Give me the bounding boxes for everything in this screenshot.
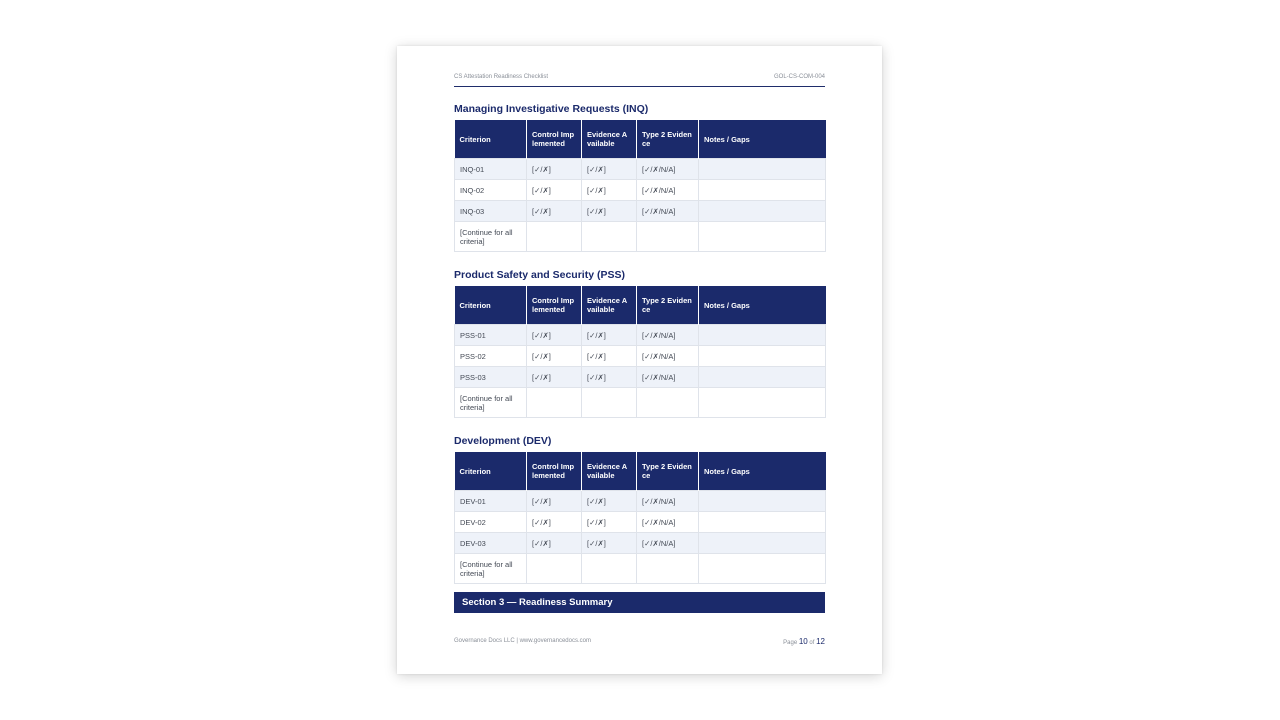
cell-criterion: PSS-03 [455,367,527,388]
footer-page-of: of [809,640,815,646]
cell-evidence: [✓/✗] [582,325,637,346]
criteria-table-dev [454,452,826,584]
cell-criterion: DEV-01 [455,491,527,512]
footer-page-prefix: Page [783,640,798,646]
running-footer [454,637,825,649]
section-title-inq: Managing Investigative Requests (INQ) [454,103,649,115]
table-row [455,367,826,388]
table-row [455,346,826,367]
cell-evidence: [✓/✗] [582,346,637,367]
cell-empty [637,388,699,418]
criteria-table-inq [454,120,826,252]
cell-empty [527,388,582,418]
cell-notes [699,491,826,512]
footer-company: Governance Docs LLC | www.governancedocs.com [454,638,591,644]
cell-notes [699,159,826,180]
table-row-continue [455,554,826,584]
col-header-control-implemented: Control Implemented [527,120,582,159]
cell-criterion: PSS-01 [455,325,527,346]
cell-empty [699,222,826,252]
document-page [397,46,882,674]
cell-control: [✓/✗] [527,180,582,201]
col-header-type2-evidence: Type 2 Evidence [637,452,699,491]
cell-type2: [✓/✗/N/A] [637,201,699,222]
cell-control: [✓/✗] [527,491,582,512]
col-header-criterion: Criterion [455,452,527,491]
cell-type2: [✓/✗/N/A] [637,533,699,554]
table-row [455,325,826,346]
cell-evidence: [✓/✗] [582,159,637,180]
col-header-notes-gaps: Notes / Gaps [699,452,826,491]
cell-evidence: [✓/✗] [582,201,637,222]
cell-type2: [✓/✗/N/A] [637,325,699,346]
col-header-type2-evidence: Type 2 Evidence [637,120,699,159]
table-row [455,180,826,201]
footer-page-current: 10 [798,637,808,646]
col-header-type2-evidence: Type 2 Evidence [637,286,699,325]
cell-continue-label: [Continue for all criteria] [455,222,527,252]
cell-criterion: INQ-02 [455,180,527,201]
cell-empty [699,388,826,418]
cell-empty [637,554,699,584]
footer-page-indicator [783,637,825,646]
cell-type2: [✓/✗/N/A] [637,367,699,388]
criteria-table-pss [454,286,826,418]
cell-evidence: [✓/✗] [582,533,637,554]
cell-control: [✓/✗] [527,159,582,180]
cell-notes [699,325,826,346]
cell-type2: [✓/✗/N/A] [637,346,699,367]
cell-notes [699,180,826,201]
col-header-evidence-available: Evidence Available [582,286,637,325]
table-row-continue [455,222,826,252]
cell-control: [✓/✗] [527,533,582,554]
col-header-criterion: Criterion [455,120,527,159]
header-doc-code: GOL-CS-COM-004 [773,74,825,80]
section-banner-readiness-summary: Section 3 — Readiness Summary [454,592,825,613]
table-row [455,533,826,554]
table-row [455,512,826,533]
col-header-notes-gaps: Notes / Gaps [699,286,826,325]
cell-criterion: DEV-02 [455,512,527,533]
cell-empty [699,554,826,584]
cell-evidence: [✓/✗] [582,367,637,388]
cell-type2: [✓/✗/N/A] [637,159,699,180]
cell-continue-label: [Continue for all criteria] [455,554,527,584]
cell-empty [637,222,699,252]
cell-criterion: INQ-03 [455,201,527,222]
cell-type2: [✓/✗/N/A] [637,491,699,512]
cell-empty [527,554,582,584]
cell-empty [582,554,637,584]
cell-control: [✓/✗] [527,512,582,533]
cell-notes [699,367,826,388]
table-row [455,159,826,180]
footer-page-total: 12 [816,637,825,646]
col-header-evidence-available: Evidence Available [582,120,637,159]
cell-notes [699,512,826,533]
col-header-criterion: Criterion [455,286,527,325]
section-title-dev: Development (DEV) [454,435,552,447]
cell-control: [✓/✗] [527,346,582,367]
cell-criterion: DEV-03 [455,533,527,554]
cell-control: [✓/✗] [527,367,582,388]
table-header-row [455,286,826,325]
cell-notes [699,201,826,222]
cell-evidence: [✓/✗] [582,512,637,533]
cell-empty [582,388,637,418]
cell-notes [699,346,826,367]
cell-notes [699,533,826,554]
cell-control: [✓/✗] [527,201,582,222]
col-header-evidence-available: Evidence Available [582,452,637,491]
cell-evidence: [✓/✗] [582,180,637,201]
cell-empty [582,222,637,252]
table-row [455,491,826,512]
page-content [454,46,825,674]
header-doc-title: CS Attestation Readiness Checklist [454,74,549,80]
cell-empty [527,222,582,252]
table-row-continue [455,388,826,418]
col-header-control-implemented: Control Implemented [527,452,582,491]
table-header-row [455,452,826,491]
running-header [454,74,825,87]
section-title-pss: Product Safety and Security (PSS) [454,269,625,281]
table-header-row [455,120,826,159]
cell-criterion: INQ-01 [455,159,527,180]
table-row [455,201,826,222]
col-header-control-implemented: Control Implemented [527,286,582,325]
cell-evidence: [✓/✗] [582,491,637,512]
cell-control: [✓/✗] [527,325,582,346]
cell-criterion: PSS-02 [455,346,527,367]
cell-type2: [✓/✗/N/A] [637,512,699,533]
cell-continue-label: [Continue for all criteria] [455,388,527,418]
cell-type2: [✓/✗/N/A] [637,180,699,201]
col-header-notes-gaps: Notes / Gaps [699,120,826,159]
